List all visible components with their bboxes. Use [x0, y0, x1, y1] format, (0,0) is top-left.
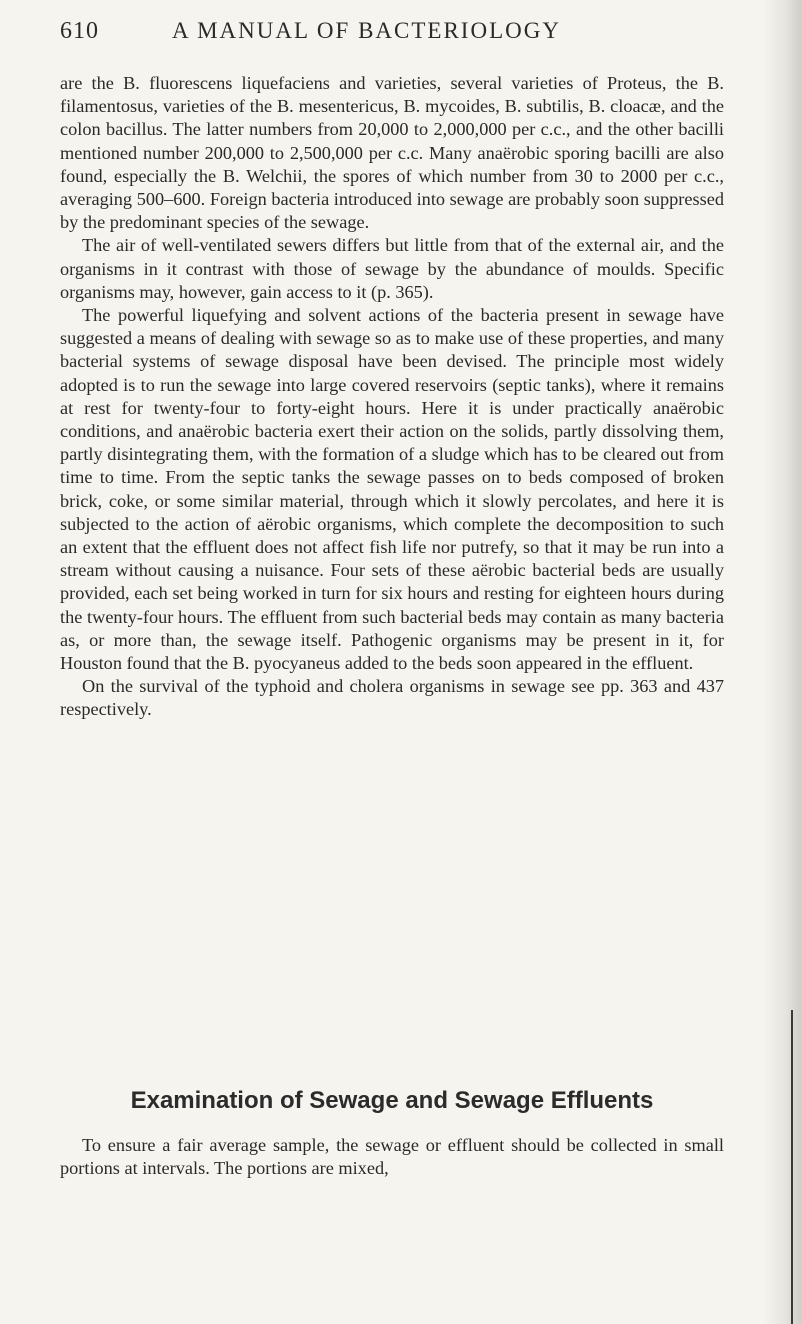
paragraph-3: The powerful liquefying and solvent actions of the bacteria present in sewage have suggested a means of dealing with sewage so as to make use of these properties, and many bacterial systems of sewage disposal have been devised. The principle most widely adopted is to run the sewage into large covered reservoirs (septic tanks), where it remains at rest for twenty-four to forty-eight hours. Here it is under practically anaërobic conditions, and anaërobic bacteria exert their action on the solids, partly dissolving them, partly disintegrating them, with the formation of a sludge which has to be cleared out from time to time. From the septic tanks the sewage passes on to beds composed of broken brick, coke, or some similar material, through which it slowly percolates, and here it is subjected to the action of aërobic organisms, which complete the decomposition to such an extent that the effluent does not affect fish life nor putrefy, so that it may be run into a stream without causing a nuisance. Four sets of these aërobic bacterial beds are usually provided, each set being worked in turn for six hours and resting for eighteen hours during the twenty-four hours. The effluent from such bacterial beds may contain as many bacteria as, or more than, the sewage itself. Pathogenic organisms may be present in it, for Houston found that the B. pyocyaneus added to the beds soon appeared in the effluent. — [60, 305, 724, 674]
page-edge-line — [791, 1010, 793, 1324]
paragraph-1: are the B. fluorescens liquefaciens and varieties, several varieties of Proteus, the B. filamentosus, varieties of the B. mesentericus, B. mycoides, B. subtilis, B. cloacæ, and the colon bacillus. The latter numbers from 20,000 to 2,000,000 per c.c., and the other bacilli mentioned number 200,000 to 2,500,000 per c.c. Many anaërobic sporing bacilli are also found, especially the B. Welchii, the spores of which number from 30 to 2000 per c.c., averaging 500–600. Foreign bacteria introduced into sewage are probably soon suppressed by the predominant species of the sewage. — [60, 73, 724, 233]
page-number: 610 — [60, 18, 99, 44]
section-text — [60, 1134, 724, 1180]
running-title: A MANUAL OF BACTERIOLOGY — [172, 18, 561, 43]
running-head — [60, 18, 700, 58]
paragraph-4: On the survival of the typhoid and cholera organisms in sewage see pp. 363 and 437 respectively. — [60, 676, 724, 720]
page-edge-shadow — [763, 0, 801, 1324]
paragraph-2: The air of well-ventilated sewers differs but little from that of the external air, and the organisms in it contrast with those of sewage by the abundance of moulds. Specific organisms may, however, gain access to it (p. 365). — [60, 235, 724, 302]
section-heading: Examination of Sewage and Sewage Effluents — [130, 1087, 654, 1114]
main-text — [60, 72, 724, 722]
section-paragraph-1: To ensure a fair average sample, the sewage or effluent should be collected in small portions at intervals. The portions are mixed, — [60, 1135, 724, 1179]
